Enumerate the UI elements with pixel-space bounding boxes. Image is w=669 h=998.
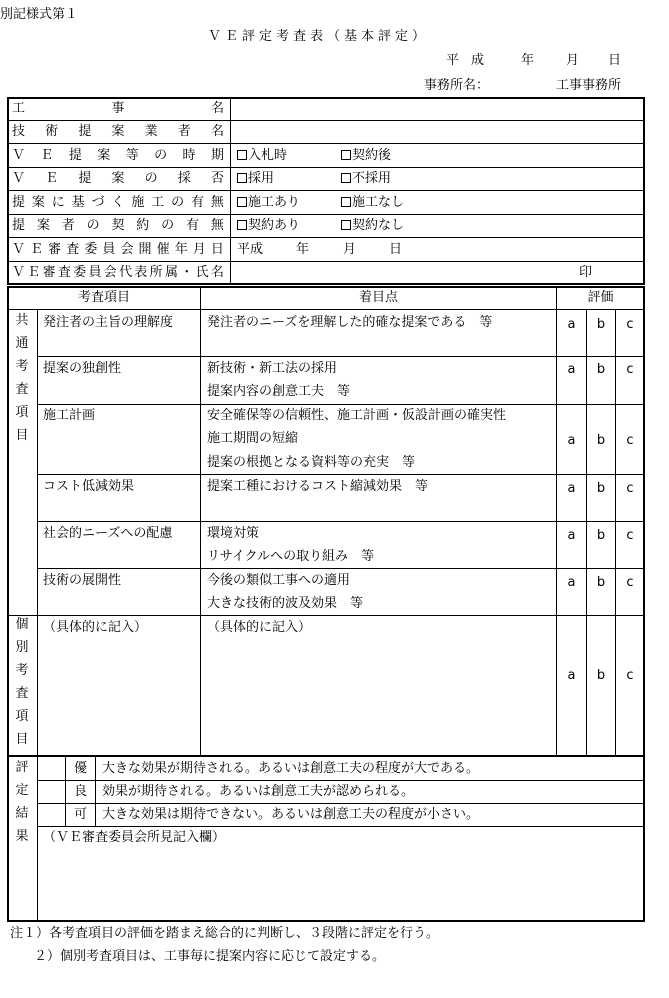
eval-point: 安全確保等の信頼性、施工計画・仮設計画の確実性 [207, 408, 507, 423]
grade-c[interactable]: c [626, 433, 634, 448]
grade-b[interactable]: b [596, 433, 606, 448]
result-grade: 優 [73, 761, 87, 776]
label-char: づ [91, 195, 105, 210]
grade-a[interactable]: a [567, 528, 576, 543]
eval-item-name: 提案の独創性 [43, 361, 122, 376]
option-label: 採用 [248, 171, 275, 186]
row-label-adoption [12, 172, 224, 185]
grade-c[interactable]: c [626, 481, 634, 496]
date-year: 年 [521, 53, 535, 68]
group-label-char: 共 [15, 313, 29, 328]
row-label-project-name [12, 102, 224, 115]
option-label: 不採用 [352, 171, 392, 186]
grade-a[interactable]: a [567, 317, 576, 332]
row-label-contract [12, 219, 224, 232]
meeting-date-era[interactable]: 平成 [237, 242, 264, 257]
option-not-constructed[interactable] [341, 196, 404, 209]
label-char: 審 [42, 265, 56, 280]
result-desc: 大きな効果は期待できない。あるいは創意工夫の程度が小さい。 [102, 807, 480, 822]
result-desc: 大きな効果が期待される。あるいは創意工夫の程度が大である。 [102, 761, 480, 776]
group-label-char: 結 [15, 806, 29, 821]
option-bid-time[interactable] [237, 149, 287, 162]
label-char: 基 [71, 195, 85, 210]
group-label-char: 目 [15, 732, 29, 747]
label-char: の [144, 171, 158, 186]
grade-b[interactable]: b [596, 528, 606, 543]
label-char: 名 [210, 124, 224, 139]
meeting-date-month[interactable]: 月 [343, 242, 357, 257]
label-char: 工 [151, 195, 165, 210]
group-label-result [15, 756, 29, 848]
label-char: 年 [174, 242, 188, 257]
label-char: 会 [120, 242, 134, 257]
office-label: 事務所名： [424, 78, 490, 93]
group-label-char: 項 [15, 405, 29, 420]
label-char: 表 [134, 265, 148, 280]
label-char: 工 [12, 101, 26, 116]
individual-item-input[interactable]: （具体的に記入） [43, 620, 148, 635]
label-char: の [161, 218, 175, 233]
label-char: 催 [156, 242, 170, 257]
label-char: Ｅ [45, 171, 59, 186]
eval-item-name: 技術の展開性 [43, 573, 122, 588]
grade-a[interactable]: a [567, 362, 576, 377]
checkbox-icon[interactable] [237, 173, 247, 183]
office-suffix: 工事事務所 [556, 78, 622, 93]
result-grade: 可 [73, 807, 87, 822]
label-char: の [154, 148, 168, 163]
label-char: 事 [111, 101, 125, 116]
eval-point: 新技術・新工法の採用 [207, 361, 338, 376]
label-char: 所 [149, 265, 163, 280]
option-contracted[interactable] [237, 219, 300, 232]
seal-mark: 印 [579, 265, 593, 280]
label-char: 属 [164, 265, 178, 280]
eval-point: 提案の根拠となる資料等の充実 等 [207, 455, 416, 470]
grade-c[interactable]: c [626, 362, 634, 377]
result-desc: 効果が期待される。あるいは創意工夫が認められる。 [102, 784, 415, 799]
col-header-points: 着目点 [358, 290, 398, 305]
eval-point: 大きな技術的波及効果 等 [207, 596, 364, 611]
label-char: 員 [88, 265, 102, 280]
eval-point: 環境対策 [207, 526, 260, 541]
grade-a[interactable]: a [567, 481, 576, 496]
label-char: く [111, 195, 125, 210]
eval-point: 施工期間の短縮 [207, 431, 299, 446]
group-label-char: 果 [15, 829, 29, 844]
label-char: 委 [84, 242, 98, 257]
label-char: Ｖ [12, 265, 26, 280]
footnote-2: ２）個別考査項目は、工事毎に提案内容に応じて設定する。 [34, 949, 386, 964]
eval-point: リサイクルへの取り組み 等 [207, 549, 375, 564]
label-char: 提 [12, 195, 26, 210]
col-header-item: 考査項目 [77, 290, 130, 305]
grade-a[interactable]: a [567, 668, 576, 683]
meeting-date-day[interactable]: 日 [389, 242, 403, 257]
group-label-char: 査 [15, 382, 29, 397]
grade-b[interactable]: b [596, 668, 606, 683]
label-char: 技 [12, 124, 26, 139]
meeting-date-year[interactable]: 年 [296, 242, 310, 257]
eval-item-name: 社会的ニーズへの配慮 [43, 526, 173, 541]
label-char: 時 [182, 148, 196, 163]
row-label-construction [12, 196, 224, 209]
label-char: 案 [97, 148, 111, 163]
date-era: 平成 [446, 53, 497, 68]
label-char: 有 [191, 195, 205, 210]
grade-b[interactable]: b [596, 317, 606, 332]
label-char: ・ [180, 265, 194, 280]
label-char: 氏 [195, 265, 209, 280]
label-char: 名 [210, 265, 224, 280]
label-char: 案 [31, 195, 45, 210]
option-label: 契約なし [352, 218, 405, 233]
label-char: Ｖ [12, 242, 26, 257]
group-label-common [15, 309, 29, 447]
grade-b[interactable]: b [596, 575, 606, 590]
checkbox-icon[interactable] [341, 220, 351, 230]
option-label: 契約後 [352, 148, 392, 163]
label-char: 査 [66, 242, 80, 257]
label-char: 無 [210, 195, 224, 210]
group-label-char: 定 [15, 783, 29, 798]
group-label-char: 評 [15, 760, 29, 775]
row-label-representative [12, 266, 224, 279]
individual-points-input[interactable]: （具体的に記入） [207, 620, 312, 635]
row-label-meeting-date [12, 243, 224, 256]
label-char: 提 [12, 218, 26, 233]
form-title: ＶＥ評定考査表（基本評定） [208, 29, 430, 44]
label-char: 提 [78, 124, 92, 139]
checkbox-icon[interactable] [237, 220, 247, 230]
label-char: 無 [210, 218, 224, 233]
label-char: 案 [111, 171, 125, 186]
grade-c[interactable]: c [626, 528, 634, 543]
option-constructed[interactable] [237, 196, 300, 209]
eval-point: 今後の類似工事への適用 [207, 573, 351, 588]
option-not-contracted[interactable] [341, 219, 404, 232]
label-char: Ｅ [40, 148, 54, 163]
label-char: 期 [210, 148, 224, 163]
label-char: 業 [144, 124, 158, 139]
option-label: 施工なし [352, 195, 405, 210]
option-after-contract[interactable] [341, 149, 391, 162]
grade-b[interactable]: b [596, 481, 606, 496]
label-char: の [171, 195, 185, 210]
label-char: 代 [119, 265, 133, 280]
date-month: 月 [566, 53, 580, 68]
group-label-char: 通 [15, 336, 29, 351]
label-char: 審 [48, 242, 62, 257]
grade-c[interactable]: c [626, 317, 634, 332]
group-label-char: 目 [15, 428, 29, 443]
footnote-1: 注１）各考査項目の評価を踏まえ総合的に判断し、３段階に評定を行う。 [10, 926, 440, 941]
label-char: Ｖ [12, 148, 26, 163]
label-char: 員 [102, 242, 116, 257]
form-number: 別記様式第１ [0, 7, 79, 22]
group-label-char: 査 [15, 686, 29, 701]
row-label-contractor [12, 125, 224, 138]
eval-point: 提案工種におけるコスト縮減効果 等 [207, 479, 429, 494]
committee-note-field[interactable]: （ＶＥ審査委員会所見記入欄） [43, 830, 226, 845]
label-char: 提 [68, 148, 82, 163]
label-char: 日 [210, 242, 224, 257]
label-char: 名 [210, 101, 224, 116]
grade-c[interactable]: c [626, 668, 634, 683]
row-label-timing [12, 149, 224, 162]
label-char: 案 [36, 218, 50, 233]
label-char: 契 [111, 218, 125, 233]
label-char: 者 [61, 218, 75, 233]
grade-c[interactable]: c [626, 575, 634, 590]
label-char: 委 [73, 265, 87, 280]
label-char: 否 [210, 171, 224, 186]
label-char: 約 [136, 218, 150, 233]
checkbox-icon[interactable] [341, 197, 351, 207]
label-char: Ｅ [27, 265, 41, 280]
label-char: 提 [78, 171, 92, 186]
date-day: 日 [608, 53, 622, 68]
label-char: 有 [186, 218, 200, 233]
group-label-char: 別 [15, 640, 29, 655]
label-char: 開 [138, 242, 152, 257]
label-char: に [51, 195, 65, 210]
grade-a[interactable]: a [567, 575, 576, 590]
checkbox-icon[interactable] [341, 150, 351, 160]
label-char: 者 [177, 124, 191, 139]
label-char: 案 [111, 124, 125, 139]
option-label: 施工あり [248, 195, 301, 210]
result-grade: 良 [73, 784, 87, 799]
label-char: 術 [45, 124, 59, 139]
eval-point: 提案内容の創意工夫 等 [207, 384, 351, 399]
eval-item-name: 施工計画 [43, 408, 96, 423]
option-not-adopted[interactable] [341, 172, 391, 185]
label-char: Ｖ [12, 171, 26, 186]
eval-item-name: コスト低減効果 [43, 479, 135, 494]
checkbox-icon[interactable] [237, 197, 247, 207]
label-char: 会 [103, 265, 117, 280]
option-label: 契約あり [248, 218, 301, 233]
col-header-rating: 評価 [587, 290, 614, 305]
checkbox-icon[interactable] [237, 150, 247, 160]
label-char: 施 [131, 195, 145, 210]
option-adopted[interactable] [237, 172, 274, 185]
eval-item-name: 発注者の主旨の理解度 [43, 315, 174, 330]
label-char: 月 [192, 242, 206, 257]
label-char: 等 [125, 148, 139, 163]
group-label-individual [15, 613, 29, 751]
label-char: 査 [57, 265, 71, 280]
label-char: 採 [177, 171, 191, 186]
group-label-char: 個 [15, 617, 29, 632]
label-char: Ｅ [30, 242, 44, 257]
group-label-char: 考 [15, 663, 29, 678]
group-label-char: 考 [15, 359, 29, 374]
checkbox-icon[interactable] [341, 173, 351, 183]
grade-b[interactable]: b [596, 362, 606, 377]
option-label: 入札時 [248, 148, 288, 163]
label-char: の [86, 218, 100, 233]
eval-point: 発注者のニーズを理解した的確な提案である 等 [207, 315, 493, 330]
group-label-char: 項 [15, 709, 29, 724]
grade-a[interactable]: a [567, 433, 576, 448]
